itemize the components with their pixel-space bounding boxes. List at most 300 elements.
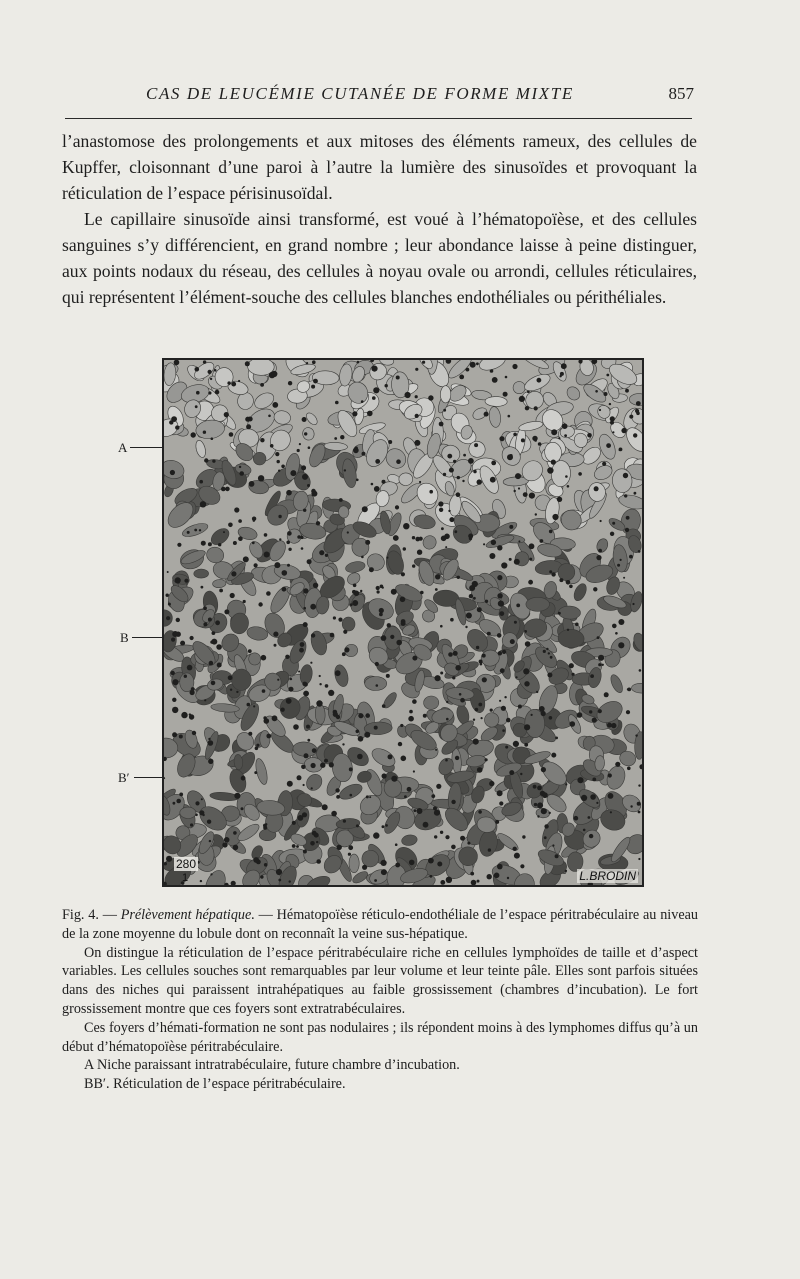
cell-nucleus [253,857,259,863]
cell-nucleus [171,671,175,675]
cell-nucleus [301,465,306,470]
cell-nucleus [238,536,243,541]
cell-nucleus [625,528,629,532]
tissue-cell [485,396,507,406]
cell-nucleus [440,880,445,885]
cell-nucleus [375,459,380,464]
cell-nucleus [488,848,491,851]
cell-nucleus [491,540,496,545]
cell-nucleus [388,754,393,759]
cell-nucleus [369,567,374,572]
cell-nucleus [218,543,221,546]
cell-nucleus [381,635,387,641]
cell-nucleus [590,674,594,678]
cell-nucleus [307,739,310,742]
cell-nucleus [360,590,362,592]
cell-nucleus [175,577,181,583]
cell-nucleus [551,460,556,465]
cell-nucleus [524,681,529,686]
cell-nucleus [577,712,583,718]
magnification-denominator: 1 [182,872,189,884]
cell-nucleus [627,688,631,692]
cell-nucleus [518,540,520,542]
cell-nucleus [245,417,250,422]
cell-nucleus [618,619,624,625]
cell-nucleus [583,829,586,832]
cell-nucleus [632,603,634,605]
cell-nucleus [537,378,542,383]
cell-nucleus [567,485,570,488]
cell-nucleus [452,676,455,679]
cell-nucleus [170,470,175,475]
cell-nucleus [290,678,292,680]
cell-nucleus [319,675,321,677]
cell-nucleus [469,537,472,540]
cell-nucleus [337,845,342,850]
cell-nucleus [189,714,194,719]
cell-nucleus [245,361,250,366]
cell-nucleus [478,810,482,814]
cell-nucleus [513,741,519,747]
cell-nucleus [422,361,425,364]
cell-nucleus [612,624,617,629]
cell-nucleus [365,540,370,545]
cell-nucleus [387,623,391,627]
cell-nucleus [347,531,349,533]
cell-nucleus [620,559,622,561]
cell-nucleus [555,737,558,740]
cell-nucleus [209,661,214,666]
cell-nucleus [612,522,615,525]
cell-nucleus [302,417,307,422]
cell-nucleus [615,762,620,767]
cell-nucleus [328,690,334,696]
cell-nucleus [201,541,206,546]
cell-nucleus [434,835,437,838]
cell-nucleus [428,858,434,864]
cell-nucleus [440,831,443,834]
cell-nucleus [312,831,317,836]
cell-nucleus [184,675,187,678]
cell-nucleus [190,823,193,826]
cell-nucleus [638,858,640,860]
cell-nucleus [274,644,277,647]
cell-nucleus [516,676,518,678]
cell-nucleus [497,575,502,580]
cell-nucleus [537,815,539,817]
cell-nucleus [216,644,222,650]
cell-nucleus [301,765,306,770]
cell-nucleus [413,770,415,772]
cell-nucleus [473,719,475,721]
cell-nucleus [184,579,188,583]
cell-nucleus [513,847,517,851]
cell-nucleus [401,756,407,762]
cell-nucleus [249,481,255,487]
cell-nucleus [211,437,214,440]
cell-nucleus [450,618,454,622]
cell-nucleus [412,536,415,539]
cell-nucleus [473,470,476,473]
cell-nucleus [490,369,494,373]
cell-nucleus [276,869,282,875]
cell-nucleus [469,594,473,598]
cell-nucleus [552,844,554,846]
cell-nucleus [316,859,321,864]
cell-nucleus [491,461,496,466]
cell-nucleus [592,778,596,782]
cell-nucleus [507,877,509,879]
cell-nucleus [438,501,443,506]
cell-nucleus [310,841,315,846]
cell-nucleus [398,742,402,746]
cell-nucleus [495,820,499,824]
cell-nucleus [569,585,573,589]
cell-nucleus [599,409,601,411]
cell-nucleus [385,824,388,827]
cell-nucleus [393,535,399,541]
cell-nucleus [443,473,446,476]
cell-nucleus [357,361,360,364]
cell-nucleus [292,821,296,825]
cell-nucleus [619,448,623,452]
cell-nucleus [440,625,443,628]
cell-nucleus [509,558,512,561]
cell-nucleus [595,390,598,393]
cell-nucleus [516,604,520,608]
cell-nucleus [203,431,206,434]
cell-nucleus [494,873,500,879]
cell-nucleus [287,564,290,567]
cell-nucleus [348,853,351,856]
cell-nucleus [594,486,599,491]
cell-nucleus [300,642,305,647]
cell-nucleus [559,578,563,582]
cell-nucleus [505,746,508,749]
cell-nucleus [365,713,370,718]
body-paragraph-2: Le capillaire sinusoïde ainsi transformé, est voué à l’hématopoïèse, et des cellules sanguines s’y différencient, en grand nombre ; leur abondance laisse à peine distinguer, aux points nodaux du réseau, des cellules à noyau ovale ou arrondi, cellules réticulaires, qui représentent l’élément-souche des cellules blanches endothéliales ou périthéliales. [62,209,697,307]
cell-nucleus [304,432,307,435]
cell-nucleus [195,405,198,408]
cell-nucleus [503,392,508,397]
cell-nucleus [391,776,397,782]
cell-nucleus [260,438,264,442]
cell-nucleus [376,684,379,687]
cell-nucleus [336,715,340,719]
cell-nucleus [439,422,444,427]
cell-nucleus [396,640,402,646]
cell-nucleus [395,863,400,868]
cell-nucleus [243,600,246,603]
cell-nucleus [602,462,606,466]
cell-nucleus [609,403,611,405]
cell-nucleus [221,487,226,492]
cell-nucleus [210,378,212,380]
cell-nucleus [597,636,600,639]
tissue-cell [365,677,387,691]
cell-nucleus [435,588,438,591]
cell-nucleus [201,798,203,800]
cell-nucleus [296,845,299,848]
cell-nucleus [630,805,632,807]
cell-nucleus [510,639,515,644]
cell-nucleus [592,718,597,723]
cell-nucleus [203,606,207,610]
cell-nucleus [400,597,406,603]
cell-nucleus [551,429,557,435]
cell-nucleus [414,809,417,812]
cell-nucleus [256,744,259,747]
cell-nucleus [356,479,359,482]
cell-nucleus [233,845,239,851]
body-text [62,128,697,310]
cell-nucleus [505,376,508,379]
cell-nucleus [316,841,318,843]
cell-nucleus [618,642,624,648]
cell-nucleus [558,437,560,439]
cell-nucleus [303,622,308,627]
cell-nucleus [297,775,302,780]
cell-nucleus [562,423,568,429]
cell-nucleus [374,726,378,730]
cell-nucleus [278,470,280,472]
cell-nucleus [497,593,502,598]
cell-nucleus [310,662,312,664]
cell-nucleus [312,360,316,364]
cell-nucleus [542,792,548,798]
tissue-cell [180,807,197,819]
cell-nucleus [534,406,538,410]
cell-nucleus [194,529,197,532]
cell-nucleus [555,854,559,858]
magnification-numerator: 280 [176,857,197,871]
cell-nucleus [266,591,271,596]
cell-nucleus [340,435,344,439]
cell-nucleus [275,452,279,456]
cell-nucleus [465,626,467,628]
cell-nucleus [565,870,567,872]
cell-nucleus [209,840,211,842]
cell-nucleus [357,754,363,760]
cell-nucleus [420,591,424,595]
cell-nucleus [436,784,441,789]
cell-nucleus [449,468,454,473]
cell-nucleus [382,704,386,708]
cell-nucleus [248,649,252,653]
cell-nucleus [504,696,506,698]
cell-nucleus [623,473,628,478]
cell-nucleus [487,874,492,879]
cell-nucleus [316,521,320,525]
cell-nucleus [509,454,512,457]
cell-nucleus [443,409,446,412]
cell-nucleus [499,611,504,616]
cell-nucleus [166,594,169,597]
cell-nucleus [529,493,535,499]
cell-nucleus [500,668,505,673]
cell-nucleus [208,740,214,746]
cell-nucleus [463,454,466,457]
cell-nucleus [476,362,479,365]
cell-nucleus [288,381,292,385]
cell-nucleus [334,437,337,440]
cell-nucleus [319,550,324,555]
cell-nucleus [540,539,544,543]
cell-nucleus [634,492,637,495]
cell-nucleus [286,490,292,496]
cell-nucleus [382,480,386,484]
cell-nucleus [211,681,216,686]
cell-nucleus [373,387,379,393]
cell-nucleus [638,550,641,553]
cell-nucleus [610,421,614,425]
cell-nucleus [578,472,582,476]
cell-nucleus [241,776,246,781]
cell-nucleus [286,541,290,545]
cell-nucleus [466,613,472,619]
cell-nucleus [412,564,415,567]
cell-nucleus [626,516,630,520]
cell-nucleus [403,547,406,550]
cell-nucleus [369,796,371,798]
cell-nucleus [303,607,306,610]
cell-nucleus [610,811,612,813]
cell-nucleus [502,650,506,654]
cell-nucleus [566,580,571,585]
cell-nucleus [228,675,233,680]
cell-nucleus [548,652,550,654]
cell-nucleus [172,707,178,713]
cell-nucleus [501,562,507,568]
cell-nucleus [338,618,342,622]
cell-nucleus [604,392,608,396]
cell-nucleus [569,663,574,668]
cell-nucleus [342,652,346,656]
cell-nucleus [621,428,626,433]
cell-nucleus [293,724,299,730]
cell-nucleus [212,631,216,635]
cell-nucleus [342,743,344,745]
caption-first-text: — Hématopoïèse réticulo-endothéliale de l’espace péritrabéculaire au niveau de la zone moyenne du lobule dont on reconnaît la veine sus-hépatique. [62,907,699,942]
cell-nucleus [180,641,185,646]
cell-nucleus [520,773,522,775]
cell-nucleus [195,814,198,817]
cell-nucleus [176,618,180,622]
cell-nucleus [467,842,470,845]
cell-nucleus [560,372,564,376]
cell-nucleus [224,837,230,843]
cell-nucleus [236,691,238,693]
artist-signature: L.BRODIN [579,869,636,883]
cell-nucleus [549,812,551,814]
cell-nucleus [358,713,363,718]
cell-nucleus [472,581,478,587]
cell-nucleus [544,824,548,828]
cell-nucleus [176,799,181,804]
cell-nucleus [435,675,441,681]
cell-nucleus [481,717,483,719]
cell-nucleus [212,459,215,462]
cell-nucleus [187,531,190,534]
cell-nucleus [173,802,176,805]
cell-nucleus [391,589,397,595]
cell-nucleus [336,795,340,799]
cell-nucleus [430,875,433,878]
cell-nucleus [265,823,267,825]
cell-nucleus [229,432,234,437]
cell-nucleus [497,633,502,638]
cell-nucleus [565,783,567,785]
micrograph-figure [162,358,644,887]
cell-nucleus [535,513,537,515]
cell-nucleus [514,490,516,492]
cell-nucleus [610,532,614,536]
cell-nucleus [379,608,384,613]
cell-nucleus [297,449,300,452]
cell-nucleus [624,494,627,497]
cell-nucleus [214,369,217,372]
cell-nucleus [475,708,479,712]
cell-nucleus [199,529,201,531]
cell-nucleus [607,723,612,728]
cell-nucleus [190,636,194,640]
cell-nucleus [270,444,274,448]
cell-nucleus [474,443,478,447]
cell-nucleus [204,458,208,462]
cell-nucleus [490,709,493,712]
cell-nucleus [638,811,641,814]
cell-nucleus [207,820,211,824]
cell-nucleus [252,541,255,544]
cell-nucleus [606,374,609,377]
cell-nucleus [633,433,637,437]
cell-nucleus [208,370,212,374]
cell-nucleus [522,835,525,838]
cell-nucleus [262,689,266,693]
cell-nucleus [528,580,533,585]
cell-nucleus [531,714,533,716]
cell-nucleus [192,731,196,735]
cell-nucleus [376,586,380,590]
cell-nucleus [551,753,556,758]
cell-nucleus [608,793,614,799]
cell-nucleus [498,651,502,655]
cell-nucleus [248,732,252,736]
cell-nucleus [401,621,406,626]
cell-nucleus [195,367,200,372]
cell-nucleus [544,836,547,839]
cell-nucleus [499,801,503,805]
cell-nucleus [233,541,237,545]
cell-nucleus [512,364,517,369]
cell-nucleus [524,724,530,730]
cell-nucleus [455,665,461,671]
cell-nucleus [412,656,417,661]
cell-nucleus [362,452,366,456]
cell-nucleus [344,469,346,471]
cell-nucleus [561,363,567,369]
cell-nucleus [485,600,488,603]
cell-nucleus [329,762,334,767]
cell-nucleus [588,816,591,819]
cell-nucleus [477,880,480,883]
cell-nucleus [604,692,609,697]
cell-nucleus [537,786,542,791]
cell-nucleus [546,648,548,650]
cell-nucleus [361,400,364,403]
cell-nucleus [470,872,474,876]
cell-nucleus [518,705,522,709]
